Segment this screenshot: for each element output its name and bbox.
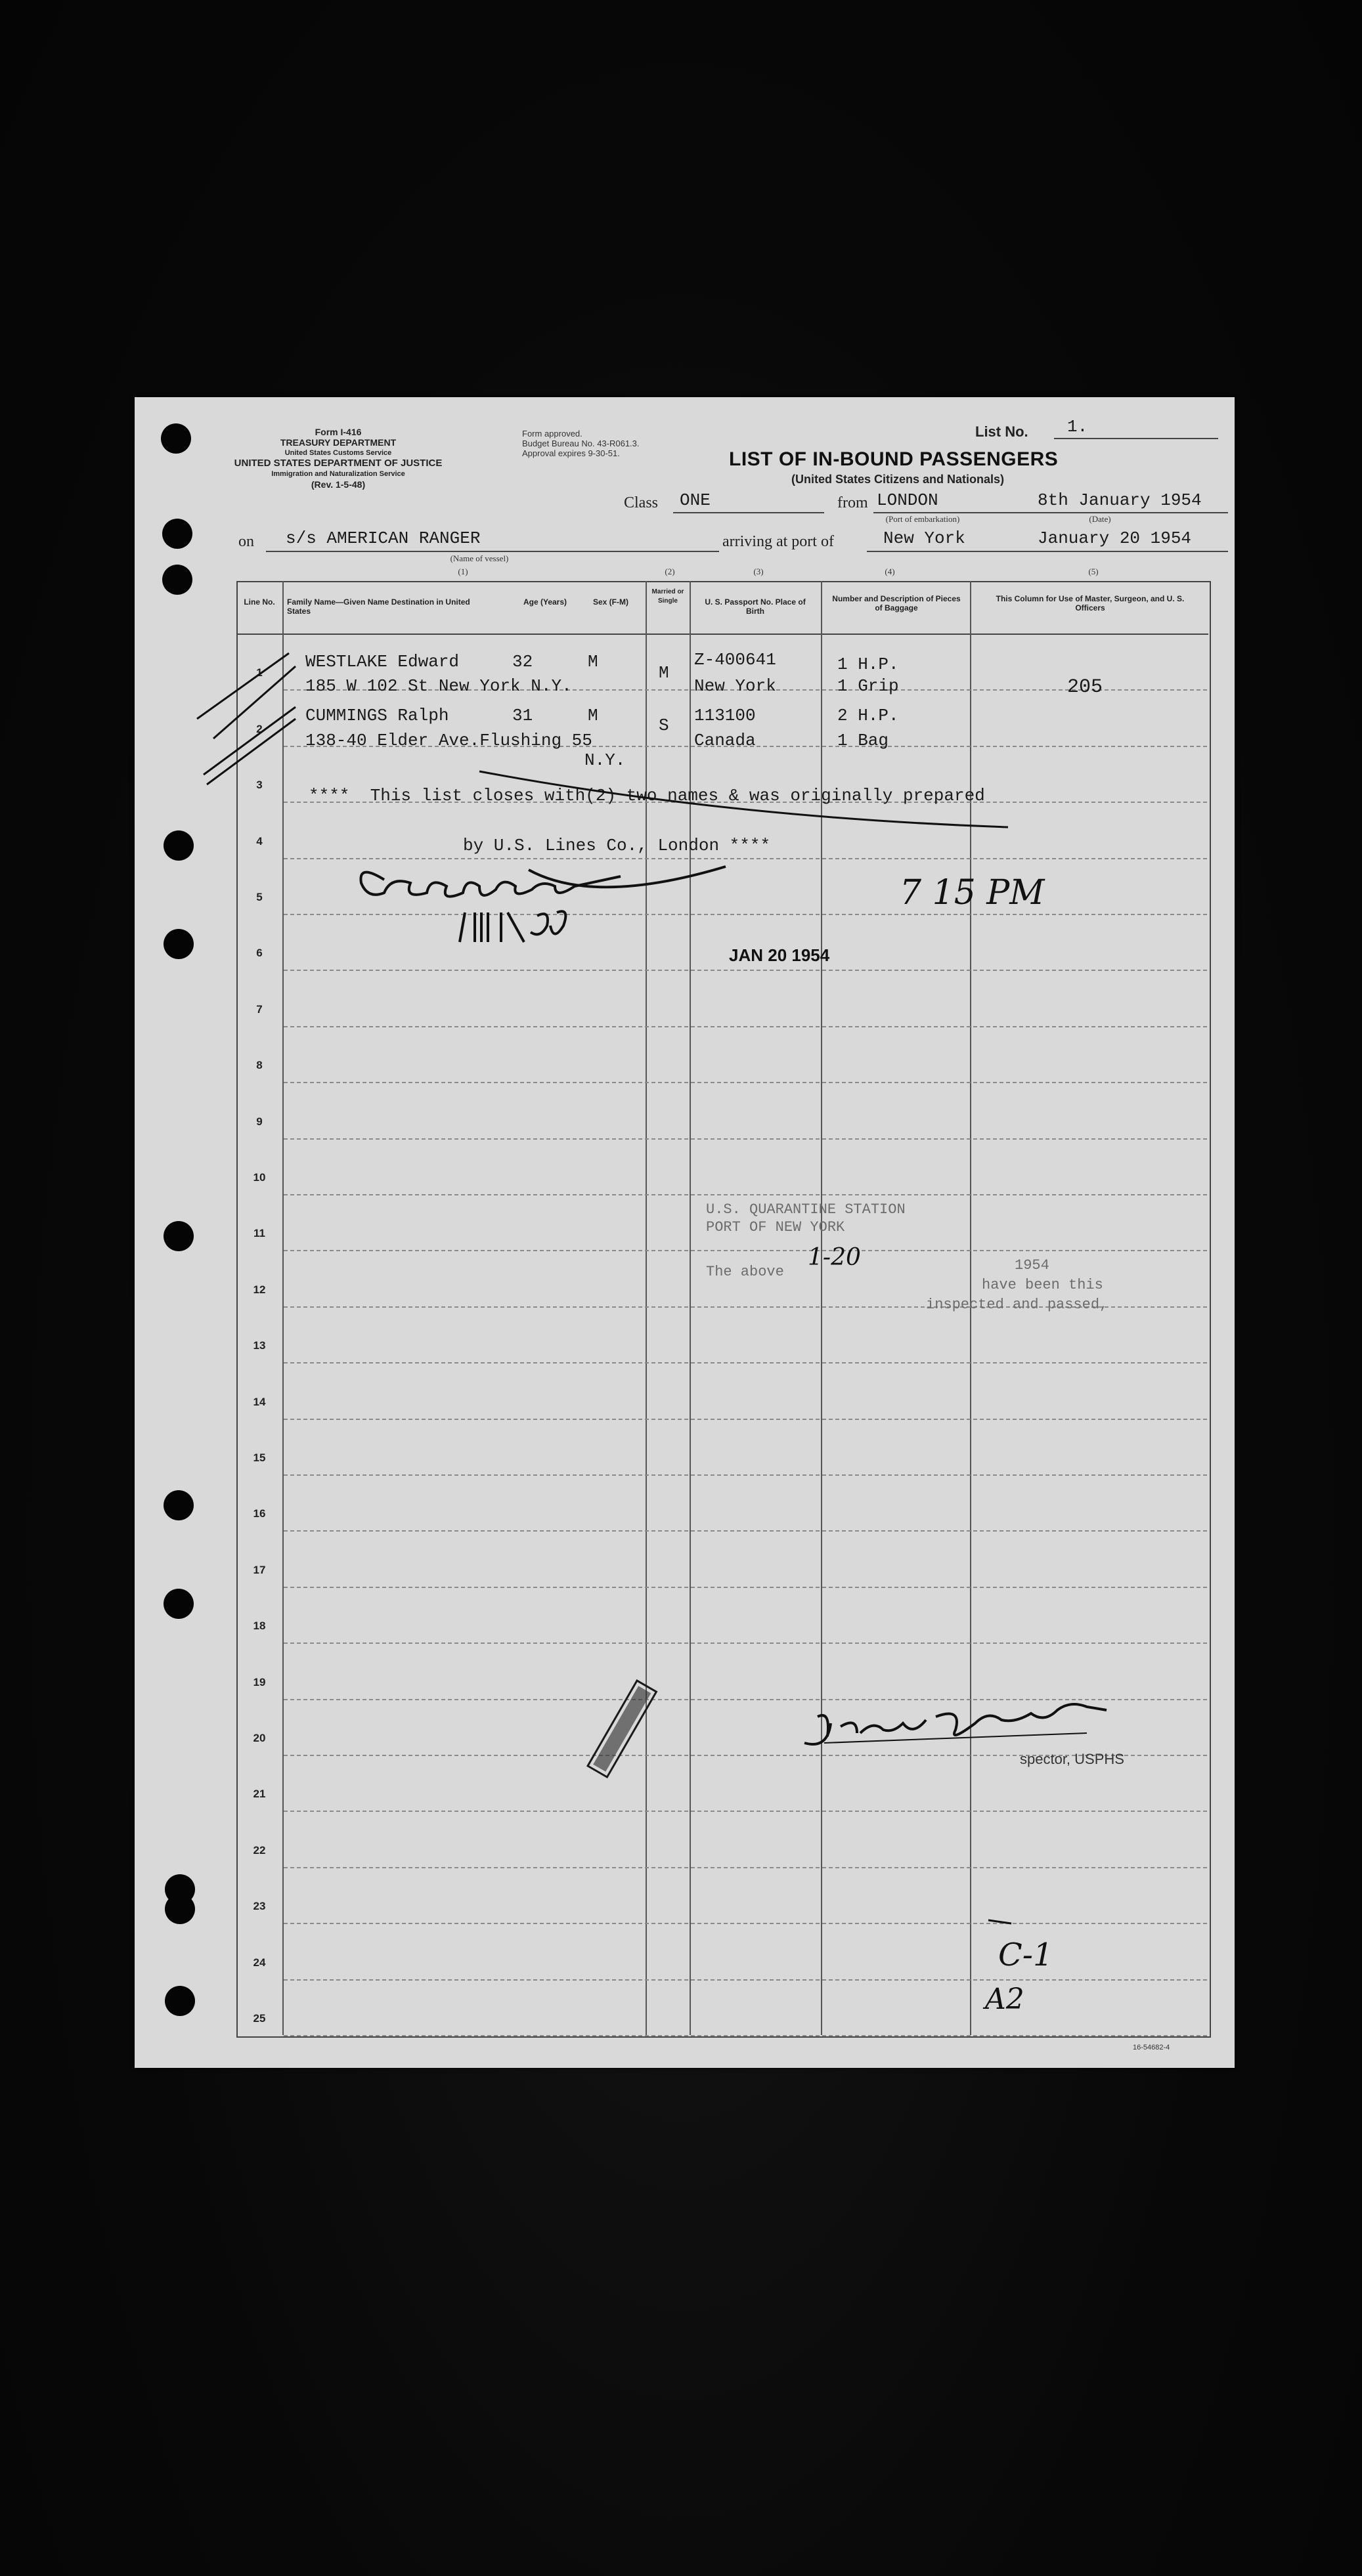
embark-port: LONDON <box>877 490 938 510</box>
line-number: 7 <box>256 1003 263 1016</box>
line-number: 1 <box>256 666 263 679</box>
handwritten-time: 7 15 PM <box>900 873 1045 912</box>
line-number: 13 <box>253 1339 266 1352</box>
passenger-1-officer-note: 205 <box>1067 676 1103 698</box>
passenger-2-sex: M <box>588 706 598 725</box>
col-head-passport: U. S. Passport No. Place of Birth <box>705 597 806 616</box>
passenger-2-birthplace: Canada <box>694 731 756 750</box>
passenger-2-destination: 138-40 Elder Ave.Flushing 55 <box>305 731 592 750</box>
col-num-3: (3) <box>753 567 764 576</box>
passenger-1-destination: 185 W 102 St New York N.Y. <box>305 676 572 696</box>
col-head-age: Age (Years) <box>523 597 567 607</box>
line-number: 11 <box>253 1227 265 1239</box>
class-value: ONE <box>680 490 711 510</box>
passenger-1-baggage-2: 1 Grip <box>837 676 899 696</box>
quarantine-text-2: have been this <box>982 1277 1103 1293</box>
line-number: 14 <box>253 1396 266 1408</box>
line-number: 18 <box>253 1620 266 1632</box>
col-num-5: (5) <box>1088 567 1099 576</box>
approval-note: Form approved. Budget Bureau No. 43-R061.3. Approval expires 9-30-51. <box>522 429 640 458</box>
passenger-2-married: S <box>659 716 669 735</box>
line-number: 15 <box>253 1451 266 1464</box>
col-num-4: (4) <box>885 567 895 576</box>
arrival-port: New York <box>883 528 965 548</box>
closing-line-1: **** This list closes with(2) two names & was originally prepared <box>309 786 985 805</box>
manifest-page <box>135 397 1235 2068</box>
line-number: 6 <box>256 947 263 959</box>
passenger-2-age: 31 <box>512 706 533 725</box>
quarantine-date-hand: 1-20 <box>808 1244 861 1271</box>
date-caption: (Date) <box>1089 514 1111 524</box>
col-head-married: Married or Single <box>651 588 684 605</box>
line-number: 19 <box>253 1676 266 1688</box>
footer-code: 16-54682-4 <box>1133 2044 1170 2051</box>
date-stamp: JAN 20 1954 <box>729 945 830 965</box>
line-number: 24 <box>253 1956 266 1969</box>
line-number: 12 <box>253 1283 266 1296</box>
quarantine-text-3: inspected and passed, <box>926 1297 1109 1313</box>
col-head-name: Family Name—Given Name Destination in United States <box>287 597 470 616</box>
list-no-value: 1. <box>1067 417 1088 437</box>
line-number: 10 <box>253 1171 266 1184</box>
arriving-label: arriving at port of <box>722 533 834 550</box>
passenger-1-baggage-1: 1 H.P. <box>837 655 899 674</box>
check-marks <box>197 653 1011 1923</box>
passenger-1-age: 32 <box>512 652 533 672</box>
margin-mark-2: A2 <box>985 1983 1024 2016</box>
line-number: 25 <box>253 2012 266 2025</box>
port-caption: (Port of embarkation) <box>885 514 960 524</box>
passenger-1-married: M <box>659 663 669 683</box>
line-number: 4 <box>256 835 263 848</box>
line-number: 16 <box>253 1507 266 1520</box>
closing-line-2: by U.S. Lines Co., London **** <box>463 836 771 855</box>
line-number: 5 <box>256 891 263 903</box>
margin-mark-1: C-1 <box>998 1937 1053 1973</box>
form-header: Form I-416 TREASURY DEPARTMENT United States Customs Service UNITED STATES DEPARTMENT OF JUSTICE Immigration and Naturalization Service (Rev. 1-5-48) <box>234 427 443 490</box>
scribble-signature <box>361 872 621 897</box>
statistics-stamp <box>588 1681 656 1777</box>
line-number: 20 <box>253 1732 266 1744</box>
col-num-2: (2) <box>665 567 675 576</box>
arrival-date: January 20 1954 <box>1038 528 1192 548</box>
passenger-2-baggage-2: 1 Bag <box>837 731 889 750</box>
quarantine-stamp-line-2: PORT OF NEW YORK <box>706 1219 845 1235</box>
quarantine-stamp-line-1: U.S. QUARANTINE STATION <box>706 1201 906 1218</box>
quarantine-year: 1954 <box>1015 1257 1049 1274</box>
on-label: on <box>238 533 254 550</box>
quarantine-text-1: The above <box>706 1264 784 1280</box>
line-number: 17 <box>253 1564 266 1576</box>
quarantine-inspector: spector, USPHS <box>1020 1751 1124 1767</box>
passenger-2-destination-2: N.Y. <box>584 750 626 770</box>
line-number: 21 <box>253 1788 266 1800</box>
col-head-officers: This Column for Use of Master, Surgeon, and U. S. Officers <box>996 594 1185 612</box>
scribble-initials <box>460 911 565 942</box>
line-number: 23 <box>253 1900 266 1912</box>
passenger-1-name: WESTLAKE Edward <box>305 652 460 672</box>
passenger-2-name: CUMMINGS Ralph <box>305 706 449 725</box>
line-number: 2 <box>256 723 263 735</box>
pen-marks <box>135 397 1235 2068</box>
passenger-1-birthplace: New York <box>694 676 776 696</box>
col-head-baggage: Number and Description of Pieces of Baggage <box>832 594 961 612</box>
passenger-1-sex: M <box>588 652 598 672</box>
line-number: 3 <box>256 779 263 791</box>
document-subtitle: (United States Citizens and Nationals) <box>791 473 1005 486</box>
from-label: from <box>837 494 868 511</box>
list-no-label: List No. <box>975 423 1028 440</box>
document-title: LIST OF IN-BOUND PASSENGERS <box>729 448 1059 470</box>
passenger-2-baggage-1: 2 H.P. <box>837 706 899 725</box>
class-label: Class <box>624 494 659 511</box>
line-number: 9 <box>256 1115 263 1128</box>
line-number: 22 <box>253 1844 266 1857</box>
passenger-2-passport: 113100 <box>694 706 756 725</box>
passenger-1-passport: Z-400641 <box>694 650 776 670</box>
vessel-name: s/s AMERICAN RANGER <box>286 528 481 548</box>
col-head-line: Line No. <box>244 597 275 607</box>
line-number: 8 <box>256 1059 263 1071</box>
col-num-1: (1) <box>458 567 468 576</box>
vessel-caption: (Name of vessel) <box>450 553 509 563</box>
col-head-sex: Sex (F-M) <box>593 597 628 607</box>
embark-date: 8th January 1954 <box>1038 490 1202 510</box>
